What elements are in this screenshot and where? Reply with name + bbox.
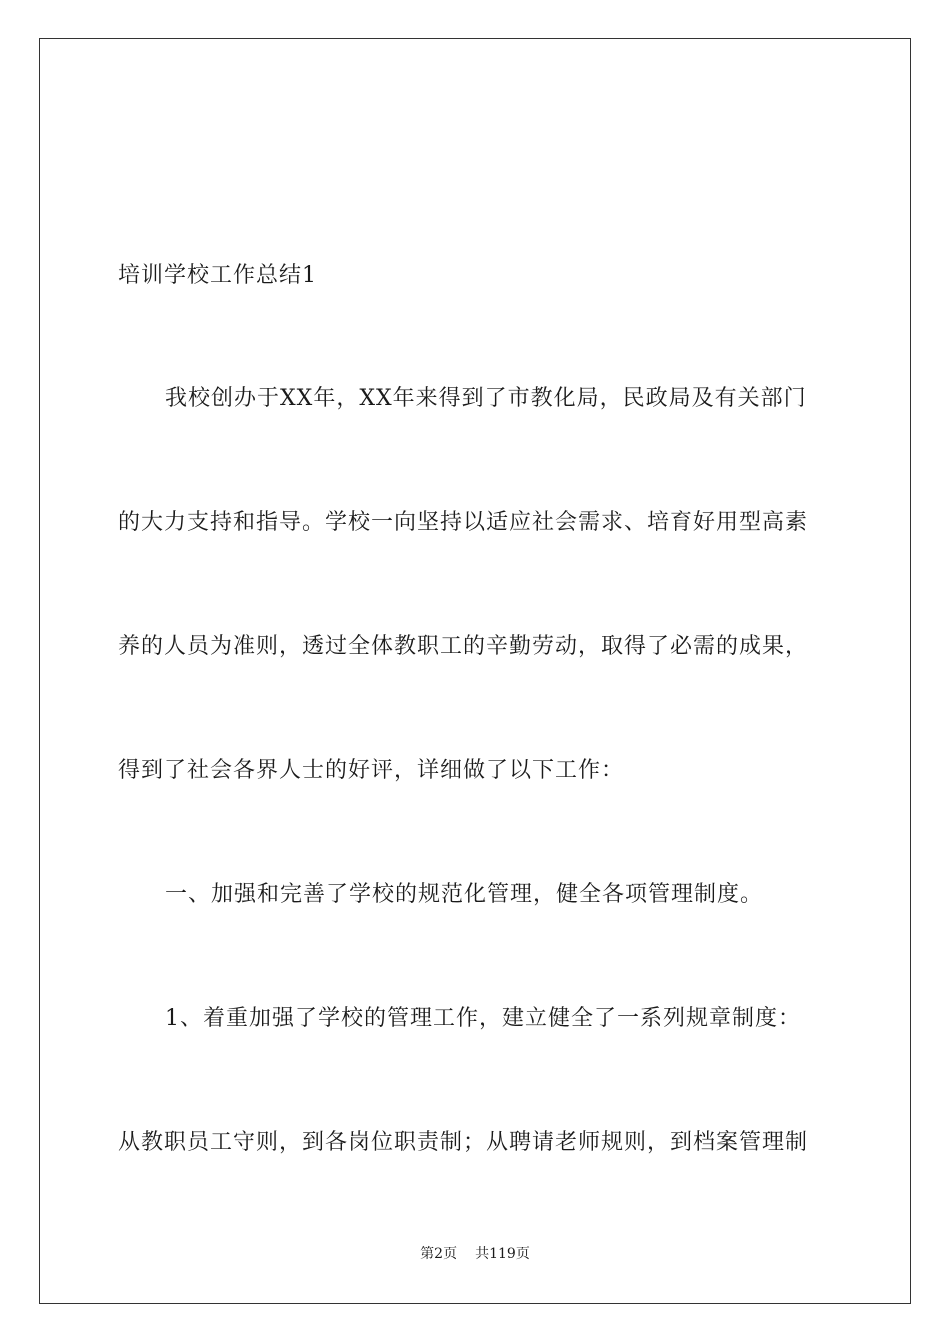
paragraph-line: 的大力支持和指导。学校一向坚持以适应社会需求、培育好用型高素 bbox=[118, 510, 809, 535]
page-border bbox=[39, 38, 911, 1304]
paragraph-line: 养的人员为准则，透过全体教职工的辛勤劳动，取得了必需的成果， bbox=[118, 634, 809, 659]
paragraph-line: 从教职员工守则，到各岗位职责制；从聘请老师规则，到档案管理制 bbox=[118, 1130, 809, 1155]
page-footer bbox=[0, 1245, 950, 1263]
paragraph-line: 1、着重加强了学校的管理工作，建立健全了一系列规章制度： bbox=[165, 1006, 801, 1031]
paragraph-line: 得到了社会各界人士的好评，详细做了以下工作： bbox=[118, 758, 625, 783]
paragraph-line: 我校创办于XX年，XX年来得到了市教化局，民政局及有关部门 bbox=[165, 386, 807, 411]
section-heading: 一、加强和完善了学校的规范化管理，健全各项管理制度。 bbox=[165, 882, 764, 907]
page-total: 共119页 bbox=[475, 1246, 530, 1262]
page-number: 第2页 bbox=[420, 1246, 458, 1262]
document-title: 培训学校工作总结1 bbox=[118, 263, 317, 288]
